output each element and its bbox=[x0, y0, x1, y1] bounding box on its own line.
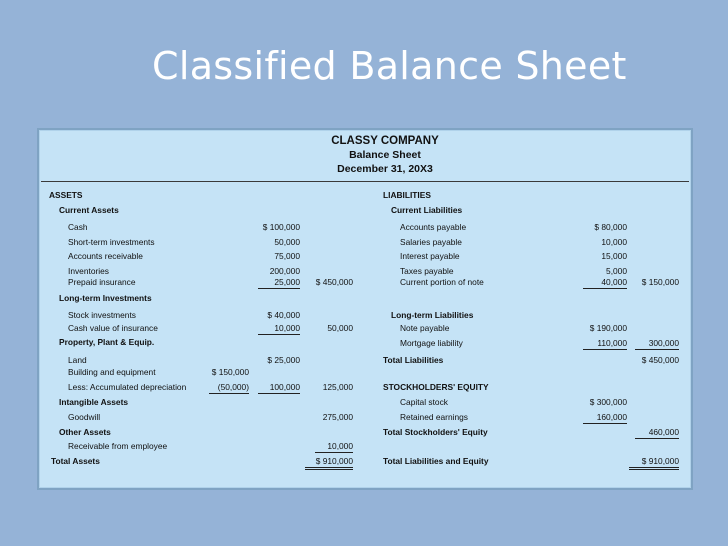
equity-label: Retained earnings bbox=[400, 412, 468, 422]
asset-label: Short-term investments bbox=[68, 237, 155, 247]
asset-label: Prepaid insurance bbox=[68, 277, 136, 287]
liability-label: Note payable bbox=[400, 323, 450, 333]
liability-label: Taxes payable bbox=[400, 266, 454, 276]
asset-label: Inventories bbox=[68, 266, 109, 276]
ppe-total: 125,000 bbox=[322, 382, 353, 392]
asset-amount: 200,000 bbox=[269, 266, 300, 276]
lt-liabilities-total: 300,000 bbox=[635, 338, 679, 350]
asset-amount: 50,000 bbox=[274, 237, 300, 247]
asset-label: Cash bbox=[68, 222, 88, 232]
total-assets-label: Total Assets bbox=[51, 456, 100, 466]
asset-label: Cash value of insurance bbox=[68, 323, 158, 333]
asset-label: Stock investments bbox=[68, 310, 136, 320]
asset-amount: $ 25,000 bbox=[267, 355, 300, 365]
balance-sheet bbox=[37, 128, 693, 490]
equity-amount: 160,000 bbox=[583, 412, 627, 424]
current-liabilities-total: $ 150,000 bbox=[641, 277, 679, 287]
long-term-liabilities-heading: Long-term Liabilities bbox=[391, 310, 474, 320]
header-divider bbox=[41, 181, 689, 182]
liability-amount: $ 190,000 bbox=[589, 323, 627, 333]
asset-amount: 100,000 bbox=[258, 382, 300, 394]
liability-amount: $ 80,000 bbox=[594, 222, 627, 232]
total-liabilities-equity-label: Total Liabilities and Equity bbox=[383, 456, 489, 466]
assets-heading: ASSETS bbox=[49, 190, 83, 200]
slide-title: Classified Balance Sheet bbox=[152, 44, 627, 88]
asset-subamount: $ 150,000 bbox=[211, 367, 249, 377]
other-assets-heading: Other Assets bbox=[59, 427, 111, 437]
current-liabilities-heading: Current Liabilities bbox=[391, 205, 463, 215]
equity-amount: $ 300,000 bbox=[589, 397, 627, 407]
asset-amount: 25,000 bbox=[258, 277, 300, 289]
equity-heading: STOCKHOLDERS' EQUITY bbox=[383, 382, 489, 392]
liability-amount: 40,000 bbox=[583, 277, 627, 289]
asset-amount: $ 100,000 bbox=[262, 222, 300, 232]
liability-amount: 110,000 bbox=[583, 338, 627, 350]
liability-label: Salaries payable bbox=[400, 237, 462, 247]
equity-label: Capital stock bbox=[400, 397, 448, 407]
current-assets-total: $ 450,000 bbox=[315, 277, 353, 287]
liability-amount: 15,000 bbox=[601, 251, 627, 261]
total-equity-amount: 460,000 bbox=[635, 427, 679, 439]
liability-label: Interest payable bbox=[400, 251, 460, 261]
other-assets-total: 10,000 bbox=[315, 441, 353, 453]
lti-total: 50,000 bbox=[327, 323, 353, 333]
asset-label: Goodwill bbox=[68, 412, 101, 422]
total-liabilities-label: Total Liabilities bbox=[383, 355, 444, 365]
liability-amount: 10,000 bbox=[601, 237, 627, 247]
long-term-investments-heading: Long-term Investments bbox=[59, 293, 152, 303]
asset-amount: 10,000 bbox=[258, 323, 300, 335]
asset-label: Less: Accumulated depreciation bbox=[68, 382, 187, 392]
asset-amount: 75,000 bbox=[274, 251, 300, 261]
company-name: CLASSY COMPANY bbox=[331, 135, 439, 147]
intangible-assets-heading: Intangible Assets bbox=[59, 397, 129, 407]
liability-label: Mortgage liability bbox=[400, 338, 463, 348]
statement-header bbox=[39, 134, 691, 176]
total-liabilities-equity-amount: $ 910,000 bbox=[629, 456, 679, 470]
statement-date: December 31, 20X3 bbox=[337, 163, 433, 175]
liabilities-heading: LIABILITIES bbox=[383, 190, 431, 200]
asset-subamount: (50,000) bbox=[209, 382, 249, 394]
asset-label: Land bbox=[68, 355, 87, 365]
total-equity-label: Total Stockholders' Equity bbox=[383, 427, 488, 437]
current-assets-heading: Current Assets bbox=[59, 205, 119, 215]
intangible-total: 275,000 bbox=[322, 412, 353, 422]
asset-label: Building and equipment bbox=[68, 367, 156, 377]
total-assets-amount: $ 910,000 bbox=[305, 456, 353, 470]
asset-label: Accounts receivable bbox=[68, 251, 143, 261]
asset-amount: $ 40,000 bbox=[267, 310, 300, 320]
asset-label: Receivable from employee bbox=[68, 441, 168, 451]
ppe-heading: Property, Plant & Equip. bbox=[59, 337, 155, 347]
liability-label: Accounts payable bbox=[400, 222, 467, 232]
liability-label: Current portion of note bbox=[400, 277, 484, 287]
statement-name: Balance Sheet bbox=[349, 149, 421, 161]
total-liabilities-amount: $ 450,000 bbox=[641, 355, 679, 365]
liability-amount: 5,000 bbox=[606, 266, 627, 276]
